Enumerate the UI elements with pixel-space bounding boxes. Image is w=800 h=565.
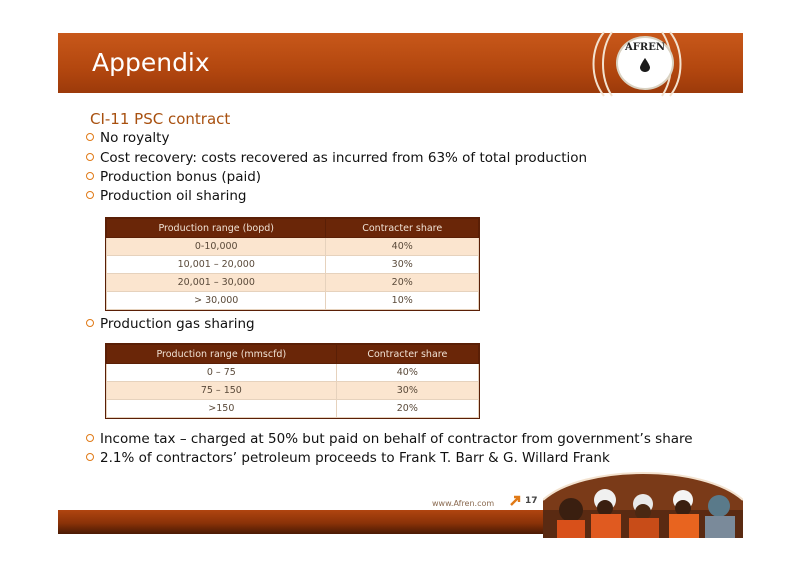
table-cell: 20,001 – 30,000 [107, 274, 326, 292]
table-cell: > 30,000 [107, 292, 326, 310]
arrow-icon [510, 494, 522, 506]
column-header: Contracter share [326, 219, 479, 238]
bullet-circle-icon [86, 172, 94, 180]
table-row [107, 400, 479, 418]
table-cell: 20% [326, 274, 479, 292]
page-number: 17 [525, 496, 538, 506]
bullet-item [86, 169, 261, 185]
section-title: CI-11 PSC contract [90, 110, 231, 128]
table-cell: 30% [326, 256, 479, 274]
column-header: Production range (mmscfd) [107, 345, 337, 364]
table-cell: 20% [336, 400, 478, 418]
table-row [107, 382, 479, 400]
bullet-circle-icon [86, 153, 94, 161]
bullet-text: Cost recovery: costs recovered as incurred from 63% of total production [100, 150, 588, 166]
table-row [107, 292, 479, 310]
table-cell: 30% [336, 382, 478, 400]
bullet-item [86, 188, 246, 204]
bullet-item [86, 130, 169, 146]
table-row [107, 364, 479, 382]
gas-sharing-table [106, 344, 479, 418]
table-row [107, 274, 479, 292]
bullet-circle-icon [86, 319, 94, 327]
bullet-text: Income tax – charged at 50% but paid on behalf of contractor from government’s share [100, 431, 693, 447]
bullet-circle-icon [86, 434, 94, 442]
workers-photo [543, 470, 743, 538]
bullet-text: No royalty [100, 130, 170, 146]
bullet-item [86, 316, 255, 332]
bullet-item [86, 150, 587, 166]
table-cell: 0 – 75 [107, 364, 337, 382]
bullet-text: 2.1% of contractors’ petroleum proceeds to Frank T. Barr & G. Willard Frank [100, 450, 610, 466]
table-cell: 0-10,000 [107, 238, 326, 256]
bullet-text: Production bonus (paid) [100, 169, 262, 185]
table-row [107, 256, 479, 274]
column-header: Contracter share [336, 345, 478, 364]
bullet-text: Production oil sharing [100, 188, 247, 204]
table-cell: >150 [107, 400, 337, 418]
table-cell: 40% [326, 238, 479, 256]
oil-sharing-table [106, 218, 479, 310]
table-cell: 75 – 150 [107, 382, 337, 400]
logo-text: AFREN [625, 42, 665, 53]
table-cell: 10,001 – 20,000 [107, 256, 326, 274]
bullet-item [86, 431, 693, 447]
table-cell: 40% [336, 364, 478, 382]
bullet-circle-icon [86, 133, 94, 141]
bullet-circle-icon [86, 191, 94, 199]
column-header: Production range (bopd) [107, 219, 326, 238]
bullet-text: Production gas sharing [100, 316, 255, 332]
footer-url: www.Afren.com [432, 499, 495, 508]
oil-drop-icon [640, 58, 650, 72]
bullet-circle-icon [86, 453, 94, 461]
table-cell: 10% [326, 292, 479, 310]
bullet-item [86, 450, 610, 466]
table-row [107, 238, 479, 256]
slide-title: Appendix [92, 48, 210, 77]
